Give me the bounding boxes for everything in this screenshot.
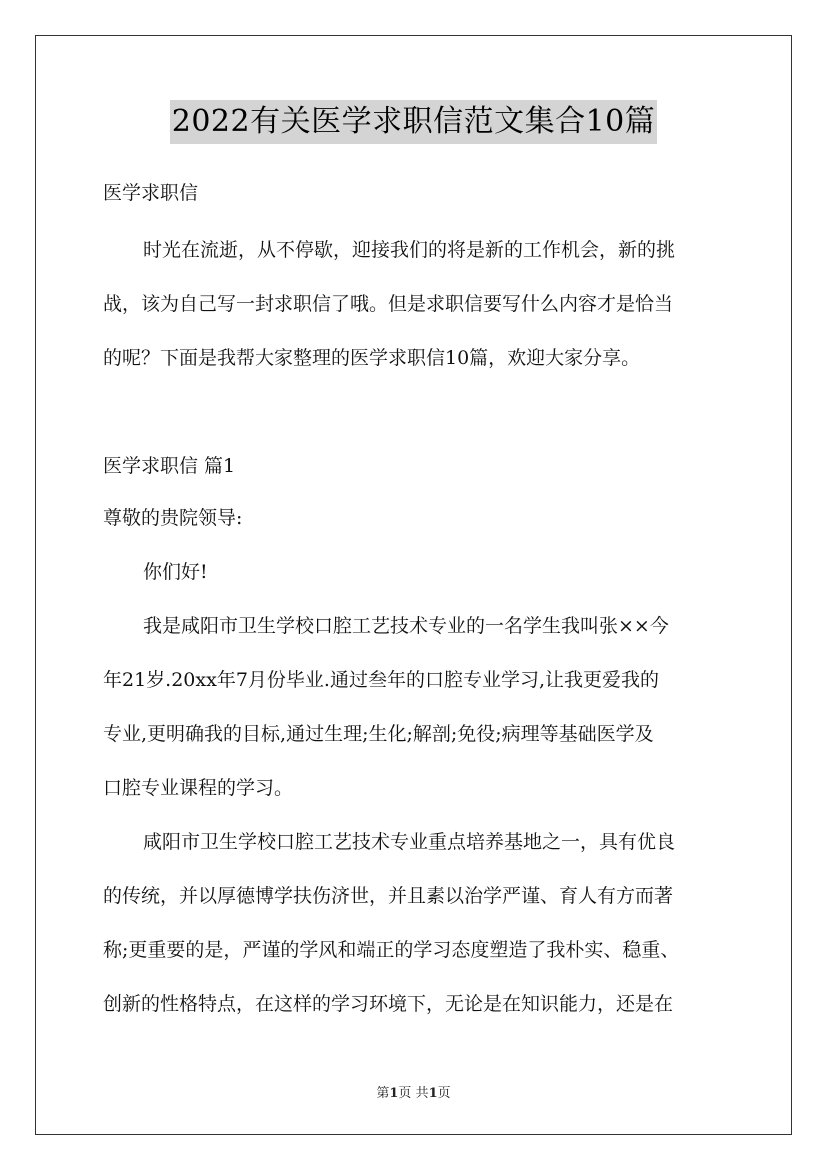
document-body xyxy=(103,168,743,1031)
paragraph-line: 咸阳市卫生学校口腔工艺技术专业重点培养基地之一，具有优良 xyxy=(143,831,676,853)
total-page-number: 1 xyxy=(428,1086,438,1101)
intro-line: 的呢？下面是我帮大家整理的医学求职信10篇，欢迎大家分享。 xyxy=(103,347,641,369)
footer-mid: 页 共 xyxy=(398,1086,429,1101)
paragraph-line: 口腔专业课程的学习。 xyxy=(103,777,294,799)
intro-line: 时光在流逝，从不停歇，迎接我们的将是新的工作机会，新的挑 xyxy=(143,239,676,261)
greeting: 你们好! xyxy=(143,561,208,583)
footer-prefix: 第 xyxy=(376,1086,390,1101)
body-paragraph-2 xyxy=(103,815,743,1031)
title-container xyxy=(0,100,827,144)
document-title: 2022有关医学求职信范文集合10篇 xyxy=(170,100,658,144)
heading: 医学求职信 xyxy=(103,182,199,204)
page-footer xyxy=(0,1082,827,1101)
current-page-number: 1 xyxy=(389,1086,399,1101)
paragraph-line: 专业,更明确我的目标,通过生理;生化;解剖;免役;病理等基础医学及 xyxy=(103,723,654,745)
paragraph-line: 我是咸阳市卫生学校口腔工艺技术专业的一名学生我叫张××今 xyxy=(143,615,669,637)
intro-paragraph xyxy=(103,223,743,385)
paragraph-line: 创新的性格特点，在这样的学习环境下，无论是在知识能力，还是在 xyxy=(103,993,674,1015)
paragraph-line: 称;更重要的是，严谨的学风和端正的学习态度塑造了我朴实、稳重、 xyxy=(103,939,680,961)
paragraph-line: 的传统，并以厚德博学扶伤济世，并且素以治学严谨、育人有方而著 xyxy=(103,885,674,907)
paragraph-line: 年21岁.20xx年7月份毕业.通过叁年的口腔专业学习,让我更爱我的 xyxy=(103,669,659,691)
body-paragraph-1 xyxy=(103,599,743,815)
intro-line: 战，该为自己写一封求职信了哦。但是求职信要写什么内容才是恰当 xyxy=(103,293,674,315)
footer-suffix: 页 xyxy=(437,1086,451,1101)
section-title: 医学求职信 篇1 xyxy=(103,455,236,477)
salutation: 尊敬的贵院领导: xyxy=(103,507,243,529)
